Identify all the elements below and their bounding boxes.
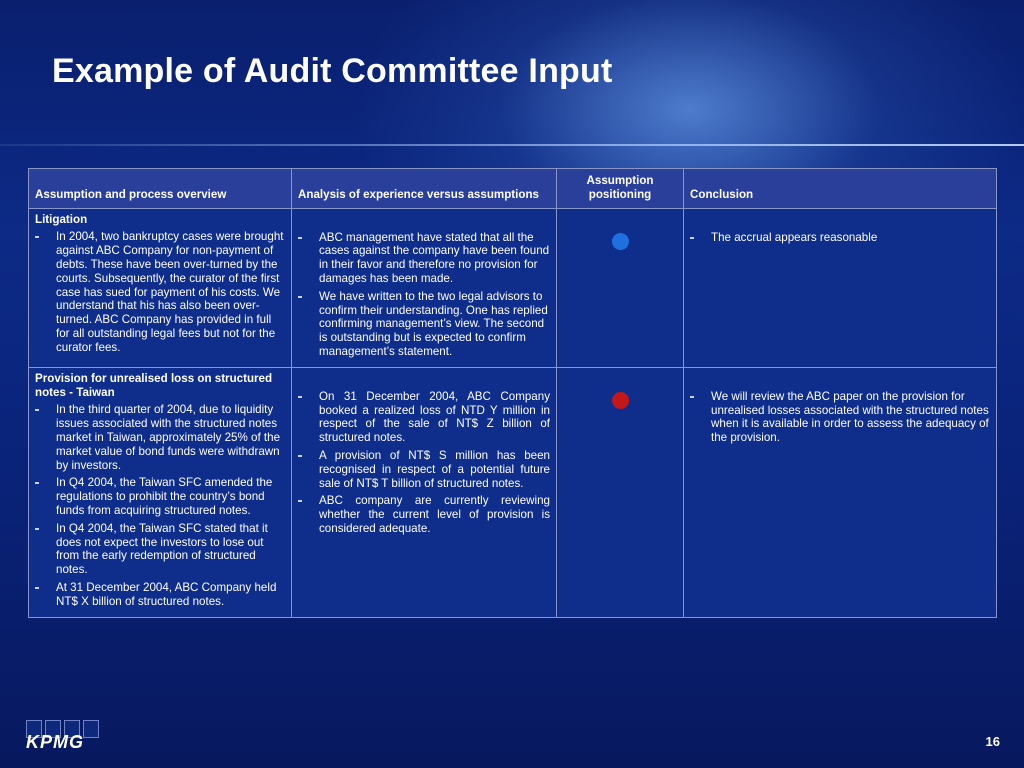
bullet-text: We have written to the two legal advisors to confirm their understanding. One has replied confirming management’s view. The second is outstanding but is expected to confirm management’s statement. — [319, 289, 548, 358]
list-item — [35, 230, 285, 354]
bullet-dash-icon — [35, 236, 39, 238]
bullet-dash-icon — [298, 237, 302, 239]
header-positioning: Assumption positioning — [557, 169, 684, 209]
bullet-dash-icon — [298, 455, 302, 457]
table-header-row — [29, 169, 997, 209]
conclusion-cell — [684, 367, 997, 617]
bullet-dash-icon — [35, 528, 39, 530]
positioning-cell — [557, 367, 684, 617]
header-overview: Assumption and process overview — [29, 169, 292, 209]
list-item — [298, 494, 550, 535]
bullet-list — [690, 390, 990, 445]
bullet-text: At 31 December 2004, ABC Company held NT$ X billion of structured notes. — [56, 580, 277, 608]
logo-text: KPMG — [26, 732, 84, 752]
table-row — [29, 367, 997, 617]
bullet-list — [298, 390, 550, 536]
list-item — [298, 390, 550, 445]
bullet-list — [298, 231, 550, 359]
header-analysis: Analysis of experience versus assumptions — [292, 169, 557, 209]
list-item — [35, 403, 285, 472]
conclusion-cell — [684, 208, 997, 367]
bullet-text: In Q4 2004, the Taiwan SFC amended the regulations to prohibit the country’s bond funds from acquiring structured notes. — [56, 476, 273, 517]
page-number: 16 — [985, 734, 1000, 749]
bullet-list — [35, 230, 285, 354]
bullet-dash-icon — [35, 587, 39, 589]
bullet-list — [690, 231, 990, 245]
positioning-cell — [557, 208, 684, 367]
list-item — [298, 231, 550, 286]
kpmg-logo — [26, 720, 106, 760]
bullet-dash-icon — [298, 500, 302, 502]
bullet-text: A provision of NT$ S million has been recognised in respect of a potential future sale of NT$ T billion of structured notes. — [319, 448, 550, 490]
list-item — [35, 581, 285, 609]
bullet-dash-icon — [298, 296, 302, 298]
list-item — [690, 231, 990, 245]
bullet-dash-icon — [298, 396, 302, 398]
overview-cell — [29, 208, 292, 367]
header-conclusion: Conclusion — [684, 169, 997, 209]
slide-title: Example of Audit Committee Input — [52, 52, 613, 90]
bullet-text: In Q4 2004, the Taiwan SFC stated that it does not expect the investors to lose out from the early redemption of structured notes. — [56, 521, 268, 577]
bullet-text: ABC management have stated that all the cases against the company have been found in their favor and therefore no provision for damages has been made. — [319, 230, 550, 285]
table-row — [29, 208, 997, 367]
bullet-list — [35, 403, 285, 608]
analysis-cell — [292, 367, 557, 617]
title-divider — [0, 144, 1024, 146]
bullet-dash-icon — [690, 237, 694, 239]
section-heading: Provision for unrealised loss on structured notes - Taiwan — [35, 371, 273, 399]
bullet-dash-icon — [35, 409, 39, 411]
analysis-cell — [292, 208, 557, 367]
section-heading: Litigation — [35, 212, 88, 226]
bullet-text: In the third quarter of 2004, due to liquidity issues associated with the structured notes market in Taiwan, approximately 25% of the market value of bond funds were withdrawn by investors. — [56, 403, 281, 472]
overview-cell — [29, 367, 292, 617]
bullet-dash-icon — [35, 482, 39, 484]
bullet-text: In 2004, two bankruptcy cases were brought against ABC Company for non-payment of debts. These have been over-turned by the courts. Subsequently, the curator of the first case has sued for payment of his costs. We understand that his has also been over-turned. ABC Company has provided in full for all outstanding legal fees but not for the curator fees. — [56, 230, 284, 354]
positioning-dot-icon — [612, 392, 629, 409]
bullet-text: ABC company are currently reviewing whether the current level of provision is considered adequate. — [319, 494, 550, 535]
audit-input-table — [28, 168, 997, 618]
list-item — [35, 476, 285, 517]
list-item — [298, 449, 550, 490]
bullet-text: On 31 December 2004, ABC Company booked a realized loss of NTD Y million in respect of the sale of NT$ Z billion of structured notes. — [319, 389, 550, 445]
bullet-dash-icon — [690, 396, 694, 398]
list-item — [690, 390, 990, 445]
bullet-text: The accrual appears reasonable — [711, 230, 878, 244]
positioning-dot-icon — [612, 233, 629, 250]
bullet-text: We will review the ABC paper on the provision for unrealised losses associated with the structured notes when it is available in order to assess the adequacy of the provision. — [711, 389, 989, 445]
list-item — [298, 290, 550, 359]
list-item — [35, 522, 285, 577]
